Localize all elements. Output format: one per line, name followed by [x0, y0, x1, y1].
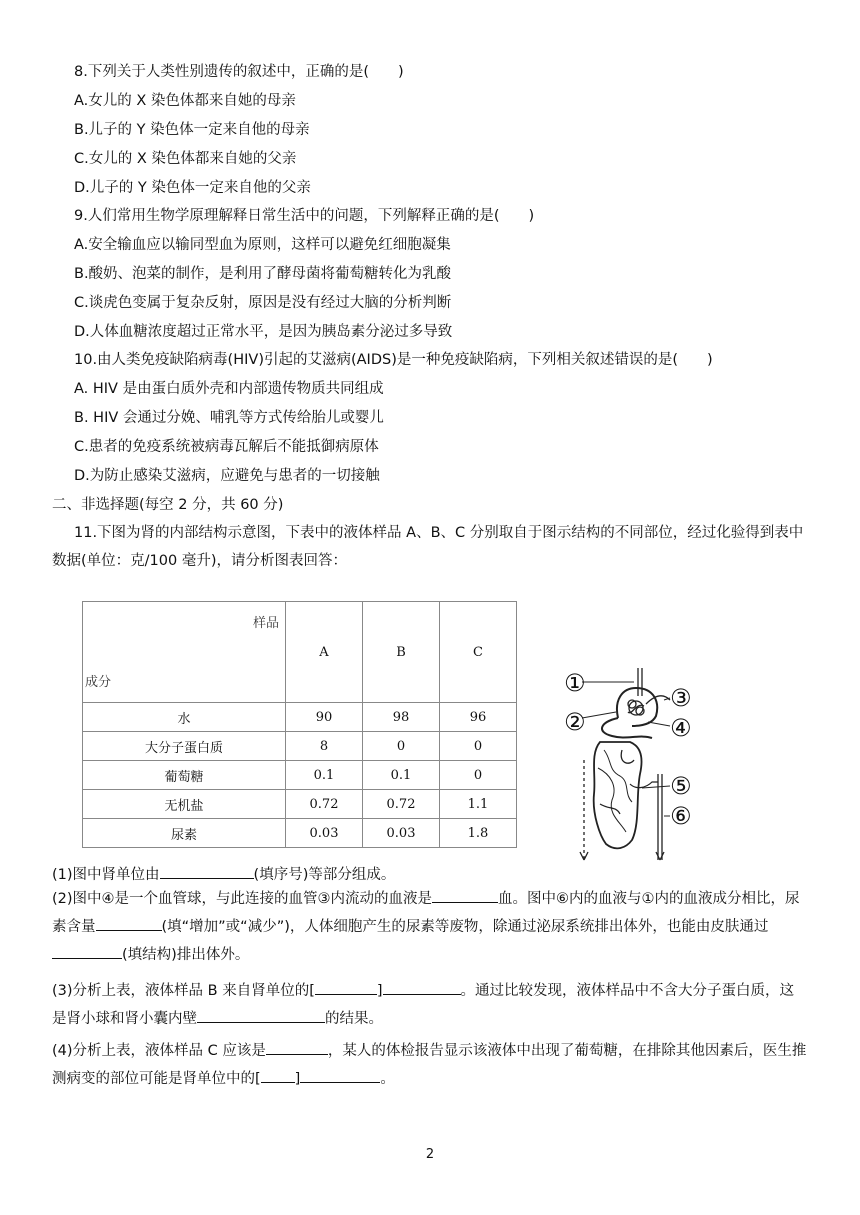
table-row: [83, 732, 517, 761]
q9-option-d: D.人体血糖浓度超过正常水平，是因为胰岛素分泌过多导致: [74, 324, 453, 340]
q9-stem: 9.人们常用生物学原理解释日常生活中的问题，下列解释正确的是( ): [74, 208, 535, 224]
answer-blank[interactable]: [261, 1066, 295, 1083]
cell: 1.1: [440, 790, 517, 819]
table-corner: [83, 602, 286, 703]
renal-tubule: [594, 742, 642, 848]
q10-stem: 10.由人类免疫缺陷病毒(HIV)引起的艾滋病(AIDS)是一种免疫缺陷病，下列相关叙述错误的是( ): [74, 352, 713, 368]
answer-blank[interactable]: [266, 1038, 328, 1055]
row-label: 大分子蛋白质: [83, 732, 286, 761]
answer-blank[interactable]: [160, 862, 254, 879]
row-label: 尿素: [83, 819, 286, 848]
q10-option-c: C.患者的免疫系统被病毒瓦解后不能抵御病原体: [74, 439, 379, 455]
column-header-b: B: [363, 602, 440, 703]
answer-blank[interactable]: [315, 978, 377, 995]
q11-intro: 11.下图为肾的内部结构示意图，下表中的液体样品 A、B、C 分别取自于图示结构的不同部位，经过化验得到表中数据(单位：克/100 毫升)，请分析图表回答：: [52, 525, 804, 569]
diagram-label-4: ④: [670, 714, 692, 742]
answer-blank[interactable]: [300, 1066, 380, 1083]
cell: 0.72: [363, 790, 440, 819]
sample-table: [82, 601, 517, 848]
cell: 98: [363, 703, 440, 732]
nephron-diagram: [560, 664, 710, 874]
cell: 1.8: [440, 819, 517, 848]
q9-option-c: C.谈虎色变属于复杂反射，原因是没有经过大脑的分析判断: [74, 295, 452, 311]
corner-component-label: 成分: [85, 675, 112, 690]
table-row: [83, 703, 517, 732]
q8-option-c: C.女儿的 X 染色体都来自她的父亲: [74, 151, 297, 167]
q11-sub3: (3)分析上表，液体样品 B 来自肾单位的[ ] 。通过比较发现，液体样品中不含大分子蛋白质，这是肾小球和肾小囊内壁 的结果。: [52, 977, 808, 1033]
column-header-a: A: [286, 602, 363, 703]
q8-option-b: B.儿子的 Y 染色体一定来自他的母亲: [74, 122, 310, 138]
row-label: 葡萄糖: [83, 761, 286, 790]
row-label: 无机盐: [83, 790, 286, 819]
column-header-c: C: [440, 602, 517, 703]
diagram-label-5: ⑤: [670, 772, 692, 800]
diagram-label-6: ⑥: [670, 802, 692, 830]
diagram-label-1: ①: [564, 669, 586, 697]
cell: 0.03: [363, 819, 440, 848]
answer-blank[interactable]: [432, 886, 498, 903]
cell: 0.03: [286, 819, 363, 848]
cell: 0: [440, 732, 517, 761]
row-label: 水: [83, 703, 286, 732]
answer-blank[interactable]: [197, 1006, 325, 1023]
answer-blank[interactable]: [96, 914, 162, 931]
diagram-label-3: ③: [670, 684, 692, 712]
q10-option-d: D.为防止感染艾滋病，应避免与患者的一切接触: [74, 468, 380, 484]
q11-sub1: (1)图中肾单位由 (填序号)等部分组成。: [52, 862, 395, 885]
table-row: [83, 819, 517, 848]
cell: 0: [363, 732, 440, 761]
answer-blank[interactable]: [383, 978, 461, 995]
cell: 0.1: [363, 761, 440, 790]
cell: 90: [286, 703, 363, 732]
cell: 0: [440, 761, 517, 790]
diagram-label-2: ②: [564, 708, 586, 736]
q8-option-d: D.儿子的 Y 染色体一定来自他的父亲: [74, 180, 311, 196]
q9-option-a: A.安全输血应以输同型血为原则，这样可以避免红细胞凝集: [74, 237, 451, 253]
q9-option-b: B.酸奶、泡菜的制作，是利用了酵母菌将葡萄糖转化为乳酸: [74, 266, 452, 282]
cell: 0.72: [286, 790, 363, 819]
afferent-vessel: [638, 668, 642, 696]
q10-option-a: A. HIV 是由蛋白质外壳和内部遗传物质共同组成: [74, 381, 384, 397]
corner-sample-label: 样品: [252, 616, 279, 631]
page-number: 2: [425, 1147, 435, 1162]
q8-option-a: A.女儿的 X 染色体都来自她的母亲: [74, 93, 296, 109]
q8-stem: 8.下列关于人类性别遗传的叙述中，正确的是( ): [74, 64, 404, 80]
cell: 96: [440, 703, 517, 732]
cell: 8: [286, 732, 363, 761]
q10-option-b: B. HIV 会通过分娩、哺乳等方式传给胎儿或婴儿: [74, 410, 384, 426]
answer-blank[interactable]: [52, 942, 122, 959]
q11-sub2: (2)图中④是一个血管球，与此连接的血管③内流动的血液是 血。图中⑥内的血液与①内的血液成分相比，尿素含量 (填“增加”或“减少”)，人体细胞产生的尿素等废物，除通过泌尿系统排出体外，也能由皮肤通过(填结构)排出体外。: [52, 885, 808, 969]
cell: 0.1: [286, 761, 363, 790]
efferent-vessel: [646, 696, 670, 704]
section-heading: 二、非选择题(每空 2 分，共 60 分): [52, 497, 284, 513]
table-row: [83, 761, 517, 790]
table-row: [83, 790, 517, 819]
q11-sub4: (4)分析上表，液体样品 C 应该是 ，某人的体检报告显示该液体中出现了葡萄糖，在排除其他因素后，医生推测病变的部位可能是肾单位中的[ ] 。: [52, 1037, 808, 1093]
